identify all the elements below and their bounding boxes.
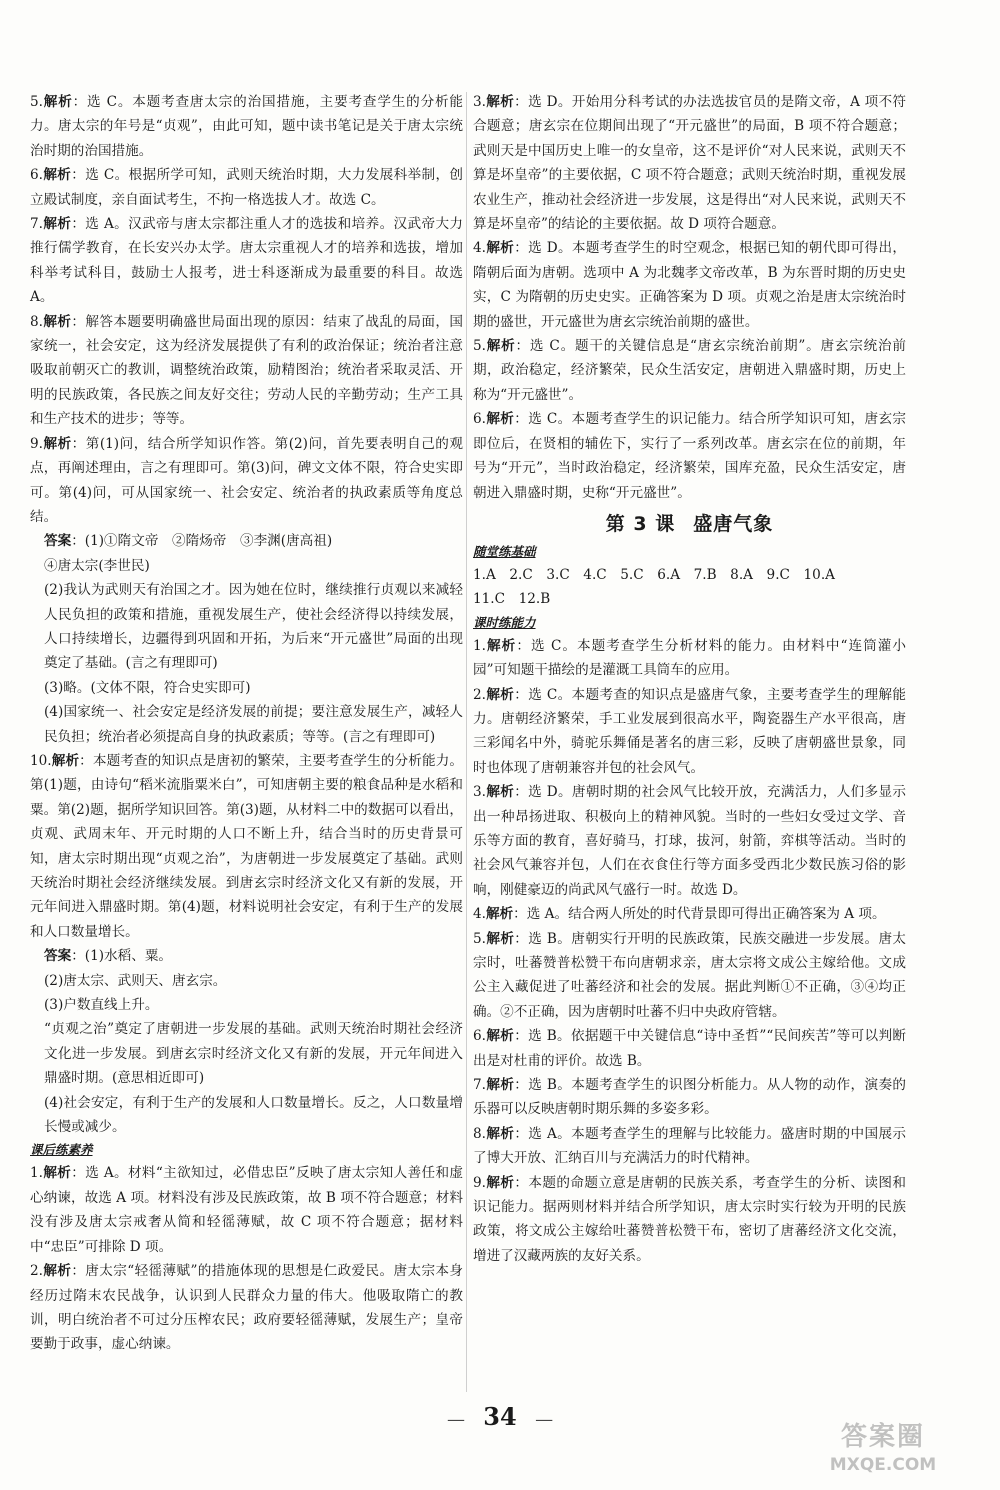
lesson-title: 第 3 课 盛唐气象 — [605, 512, 774, 535]
page-number-value: 34 — [483, 1402, 517, 1431]
keshi-item-7: 7.解析：选 B。本题考查学生的识图分析能力。从人物的动作，演奏的乐器可以反映唐朝时期乐舞的多姿多彩。 — [473, 1077, 907, 1118]
watermark-url: MXQE.COM — [829, 1455, 937, 1475]
answer-item-6: 6.解析：选 C。根据所学可知，武则天统治时期，大力发展科举制，创立殿试制度，亲自面试考生，不拘一格选拔人才。故选 C。 — [30, 167, 463, 208]
answer-item-7: 7.解析：选 A。汉武帝与唐太宗都注重人才的选拔和培养。汉武帝大力推行儒学教育，在长安兴办太学。唐太宗重视人才的培养和选拔，增加科举考试科目，鼓励士人报考，进士科逐渐成为最重要的科目。故选 A。 — [30, 216, 464, 306]
suitang-answers-line-2: 11.C 12.B — [473, 591, 551, 608]
section-heading-keshi: 课时练能力 — [473, 614, 536, 630]
section-heading-kehou: 课后练素养 — [30, 1142, 93, 1158]
keshi-item-8: 8.解析：选 A。本题考查学生的理解与比较能力。盛唐时期的中国展示了博大开放、汇纳百川与充满活力的时代精神。 — [473, 1125, 907, 1167]
keshi-item-1: 1.解析：选 C。本题考查学生分析材料的能力。由材料中“连筒灌小园”可知题干描绘的是灌溉工具筒车的应用。 — [473, 637, 907, 679]
answer-10-line-5: (4)社会安定，有利于生产的发展和人口数量增长。反之，人口数量增长慢或减少。 — [44, 1094, 463, 1136]
answer-item-5: 5.解析：选 C。本题考查唐太宗的治国措施，主要考查学生的分析能力。唐太宗的年号是“贞观”，由此可知，题中读书笔记是关于唐太宗统治时期的治国措施。 — [30, 94, 463, 159]
answer-item-9: 9.解析：第(1)问，结合所学知识作答。第(2)问，首先要表明自己的观点，再阐述理由，言之有理即可。第(3)问，碑文文体不限，符合史实即可。第(4)问，可从国家统一、社会安定、统治者的执政素质等角度总结。 — [30, 435, 463, 525]
section-heading-suitang: 随堂练基础 — [473, 543, 536, 559]
answer-item-8: 8.解析：解答本题要明确盛世局面出现的原因：结束了战乱的局面，国家统一，社会安定，这为经济发展提供了有利的政治保证；统治者注意吸取前朝灭亡的教训，调整统治政策，励精图治；统治者采取灵活、开明的民族政策，各民族之间友好交往；劳动人民的辛勤劳动；生产工具和生产技术的进步；等等。 — [30, 313, 464, 428]
answer-item-r4: 4.解析：选 D。本题考查学生的时空观念，根据已知的朝代即可得出，隋朝后面为唐朝。选项中 A 为北魏孝文帝改革，B 为东晋时期的历史史实，C 为隋朝的历史史实。正确答案为 D 项。贞观之治是唐太宗统治时期的盛世，开元盛世为唐玄宗统治前期的盛世。 — [473, 240, 907, 330]
right-column — [473, 90, 906, 1268]
keshi-item-5: 5.解析：选 B。唐朝实行开明的民族政策，民族交融进一步发展。唐太宗时，吐蕃赞普松赞干布向唐朝求亲，唐太宗将文成公主嫁给他。文成公主入藏促进了吐蕃经济和社会的发展。据此判断①不正确，③④均正确。②不正确，因为唐朝时吐蕃不归中央政府管辖。 — [473, 930, 907, 1020]
answer-item-r5: 5.解析：选 C。题干的关键信息是“唐玄宗统治前期”。唐玄宗统治前期，政治稳定，经济繁荣，民众生活安定，唐朝进入鼎盛时期，历史上称为“开元盛世”。 — [473, 338, 906, 403]
keshi-item-6: 6.解析：选 B。依据题干中关键信息“诗中圣哲”“民间疾苦”等可以判断出是对杜甫的评价。故选 B。 — [473, 1028, 907, 1069]
keshi-item-4: 4.解析：选 A。结合两人所处的时代背景即可得出正确答案为 A 项。 — [473, 906, 886, 923]
answer-10-line-2: (2)唐太宗、武则天、唐玄宗。 — [44, 972, 227, 989]
answer-10-line-3: (3)户数直线上升。 — [44, 997, 159, 1014]
column-divider — [466, 92, 467, 1392]
keshi-item-2: 2.解析：选 C。本题考查的知识点是盛唐气象，主要考查学生的理解能力。唐朝经济繁荣，手工业发展到很高水平，陶瓷器生产水平很高，唐三彩闻名中外，骑驼乐舞俑是著名的唐三彩，反映了唐朝盛世景象，同时也体现了唐朝兼容并包的社会风气。 — [473, 686, 906, 776]
watermark-logo-text: 答案圈 — [840, 1422, 925, 1452]
left-column — [30, 90, 463, 1357]
keshi-item-9: 9.解析：本题的命题立意是唐朝的民族关系，考查学生的分析、读图和识记能力。据两则材料并结合所学知识，唐太宗时实行较为开明的民族政策，将文成公主嫁给吐蕃赞普松赞干布，密切了唐蕃经济文化交流，增进了汉藏两族的友好关系。 — [473, 1174, 907, 1264]
kehou-item-1: 1.解析：选 A。材料“主欲知过，必借忠臣”反映了唐太宗知人善任和虚心纳谏，故选 A 项。材料没有涉及民族政策，故 B 项不符合题意；材料没有涉及唐太宗戒奢从简和轻徭薄赋，故 C 项不符合题意；据材料中“忠臣”可排除 D 项。 — [30, 1165, 464, 1255]
answer-item-10: 10.解析：本题考查的知识点是唐初的繁荣，主要考查学生的分析能力。第(1)题，由诗句“稻米流脂粟米白”，可知唐朝主要的粮食品种是水稻和粟。第(2)题，据所学知识回答。第(3)题，从材料二中的数据可以看出，贞观、武周末年、开元时期的人口不断上升，结合当时的历史背景可知，唐太宗时期出现“贞观之治”，为唐朝进一步发展奠定了基础。武则天统治时期社会经济继续发展。到唐玄宗时经济文化又有新的发展，开元年间进入鼎盛时期。第(4)题，材料说明社会安定，有利于生产的发展和人口数量增长。 — [30, 752, 464, 940]
watermark-logo — [788, 1420, 978, 1482]
page-number-dash-left: — — [446, 1409, 465, 1430]
answer-10-line-1: 答案：(1)水稻、粟。 — [44, 948, 173, 965]
answer-9-line-1: 答案：(1)①隋文帝 ②隋炀帝 ③李渊(唐高祖) — [44, 533, 333, 550]
kehou-item-2: 2.解析：唐太宗“轻徭薄赋”的措施体现的思想是仁政爱民。唐太宗本身经历过隋末农民战争，认识到人民群众力量的伟大。他吸取隋亡的教训，明白统治者不可过分压榨农民；政府要轻徭薄赋，发展生产；皇帝要勤于政事，虚心纳谏。 — [30, 1263, 463, 1353]
answer-9-line-5: (4)国家统一、社会安定是经济发展的前提；要注意发展生产，减轻人民负担；统治者必须提高自身的执政素质；等等。(言之有理即可) — [44, 704, 463, 745]
answer-9-line-4: (3)略。(文体不限，符合史实即可) — [44, 679, 251, 696]
keshi-item-3: 3.解析：选 D。唐朝时期的社会风气比较开放，充满活力，人们多显示出一种昂扬进取、积极向上的精神风貌。当时的一些妇女受过文学、音乐等方面的教育，喜好骑马，打球，拔河，射箭，弈棋等活动。当时的社会风气兼容并包，人们在衣食住行等方面多受西北少数民族习俗的影响，刚健豪迈的尚武风气盛行一时。故选 D。 — [473, 784, 907, 898]
page-number-dash-right: — — [535, 1409, 554, 1430]
answer-9-line-2: ④唐太宗(李世民) — [44, 557, 150, 574]
answer-item-r6: 6.解析：选 C。本题考查学生的识记能力。结合所学知识可知，唐玄宗即位后，在贤相的辅佐下，实行了一系列改革。唐玄宗在位的前期，年号为“开元”，当时政治稳定，经济繁荣，国库充盈，民众生活安定，唐朝进入鼎盛时期，史称“开元盛世”。 — [473, 411, 906, 501]
answer-item-r3: 3.解析：选 D。开始用分科考试的办法选拔官员的是隋文帝，A 项不符合题意；唐玄宗在位期间出现了“开元盛世”的局面，B 项不符合题意；武则天是中国历史上唯一的女皇帝，这不是评价“对人民来说，武则天不算是坏皇帝”的主要依据，C 项不符合题意；武则天统治时期，重视发展农业生产，推动社会经济进一步发展，这是得出“对人民来说，武则天不算是坏皇帝”的结论的主要依据。故 D 项符合题意。 — [473, 94, 907, 233]
answer-9-line-3: (2)我认为武则天有治国之才。因为她在位时，继续推行贞观以来减轻人民负担的政策和措施，重视发展生产，使社会经济得以持续发展，人口持续增长，边疆得到巩固和开拓，为后来“开元盛世”局面的出现奠定了基础。(言之有理即可) — [44, 582, 463, 672]
suitang-answers-line-1: 1.A 2.C 3.C 4.C 5.C 6.A 7.B 8.A 9.C 10.A — [473, 566, 835, 583]
answer-10-line-4: “贞观之治”奠定了唐朝进一步发展的基础。武则天统治时期社会经济文化进一步发展。到唐玄宗时经济文化又有新的发展，开元年间进入鼎盛时期。(意思相近即可) — [44, 1021, 463, 1087]
